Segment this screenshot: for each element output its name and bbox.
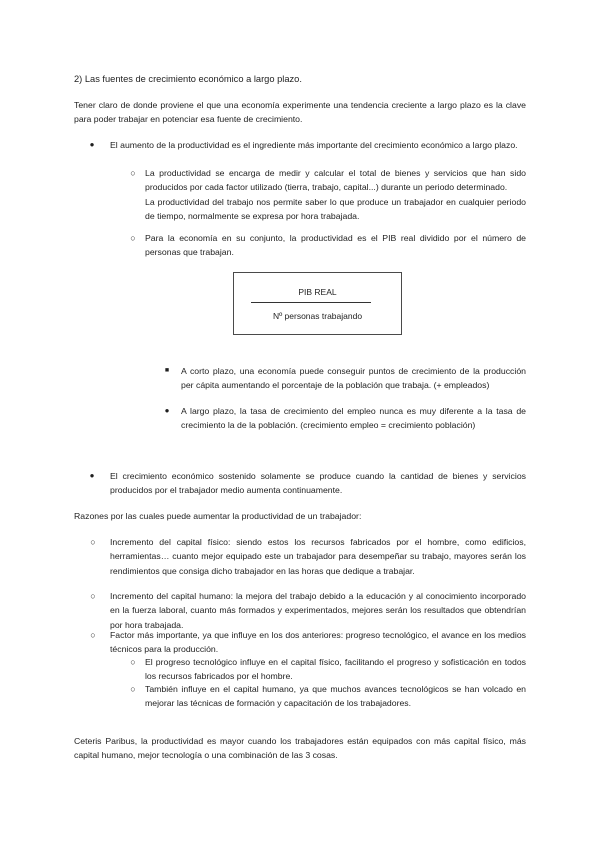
formula-denominator: Nº personas trabajando bbox=[272, 311, 363, 321]
bullet-circle: ○ bbox=[130, 684, 136, 694]
razon-capital-humano: Incremento del capital humano: la mejora del trabajo debido a la educación y al conocimiento incorporado en la fuerza laboral, cuanto más formados y experimentados, mejores serán los resultados que obtendrían por hora trabajada. bbox=[110, 591, 526, 630]
intro-paragraph: Tener claro de donde proviene el que una economía experimente una tendencia creciente a largo plazo es la clave para poder trabajar en potenciar esa fuente de crecimiento. bbox=[74, 100, 526, 125]
bullet-circle: ○ bbox=[130, 233, 136, 243]
bullet-dot: ● bbox=[89, 140, 95, 149]
formula-numerator: PIB REAL bbox=[298, 287, 337, 297]
tecnologia-capital-fisico: El progreso tecnológico influye en el capital físico, facilitando el progreso y sofisticación en todos los recursos fabricados por el hombre. bbox=[145, 657, 526, 682]
fraction-bar bbox=[251, 302, 371, 303]
bullet-circle: ○ bbox=[90, 630, 96, 640]
bullet-productividad: El aumento de la productividad es el ingrediente más importante del crecimiento económico a largo plazo. bbox=[110, 140, 518, 150]
razon-progreso-tecnologico: Factor más importante, ya que influye en los dos anteriores: progreso tecnológico, el avance en los medios técnicos para la producción. bbox=[110, 630, 526, 655]
bullet-dot: ● bbox=[164, 406, 170, 415]
razon-capital-fisico: Incremento del capital físico: siendo estos los recursos fabricados por el hombre, como edificios, herramientas… cuanto mejor equipado este un trabajador para desempeñar su trabajo, mayores serán los rendimientos que consiga dicho trabajador en las horas que dedique a trabajar. bbox=[110, 537, 526, 576]
ceteris-paribus-paragraph: Ceteris Paribus, la productividad es mayor cuando los trabajadores están equipados con más capital físico, más capital humano, mejor tecnología o una combinación de las 3 cosas. bbox=[74, 736, 526, 761]
bullet-circle: ○ bbox=[130, 168, 136, 178]
razones-heading: Razones por las cuales puede aumentar la productividad de un trabajador: bbox=[74, 511, 362, 521]
bullet-dot: ● bbox=[89, 471, 95, 480]
bullet-crecimiento-sostenido: El crecimiento económico sostenido solamente se produce cuando la cantidad de bienes y servicios producidos por el trabajador medio aumenta continuamente. bbox=[110, 471, 526, 496]
bullet-square: ■ bbox=[164, 367, 170, 374]
sub-bullet-economia: Para la economía en su conjunto, la productividad es el PIB real dividido por el número de personas que trabajan. bbox=[145, 233, 526, 258]
bullet-circle: ○ bbox=[90, 591, 96, 601]
formula-box bbox=[233, 272, 402, 335]
bullet-circle: ○ bbox=[90, 537, 96, 547]
tecnologia-capital-humano: También influye en el capital humano, ya que muchos avances tecnológicos se han volcado en mejorar las técnicas de formación y capacitación de los trabajadores. bbox=[145, 684, 526, 709]
corto-plazo-item: A corto plazo, una economía puede conseguir puntos de crecimiento de la producción per cápita aumentando el porcentaje de la población que trabaja. (+ empleados) bbox=[181, 366, 526, 391]
bullet-circle: ○ bbox=[130, 657, 136, 667]
sub-bullet-definicion: La productividad se encarga de medir y calcular el total de bienes y servicios que han sido producidos por cada factor utilizado (tierra, trabajo, capital...) durante un periodo determinado. La productividad del trabajo nos permite saber lo que produce un trabajador en cualquier periodo de tiempo, normalmente se expresa por hora trabajada. bbox=[145, 168, 526, 221]
largo-plazo-item: A largo plazo, la tasa de crecimiento del empleo nunca es muy diferente a la tasa de crecimiento la de la población. (crecimiento empleo = crecimiento población) bbox=[181, 406, 526, 431]
section-heading: 2) Las fuentes de crecimiento económico a largo plazo. bbox=[74, 74, 302, 84]
